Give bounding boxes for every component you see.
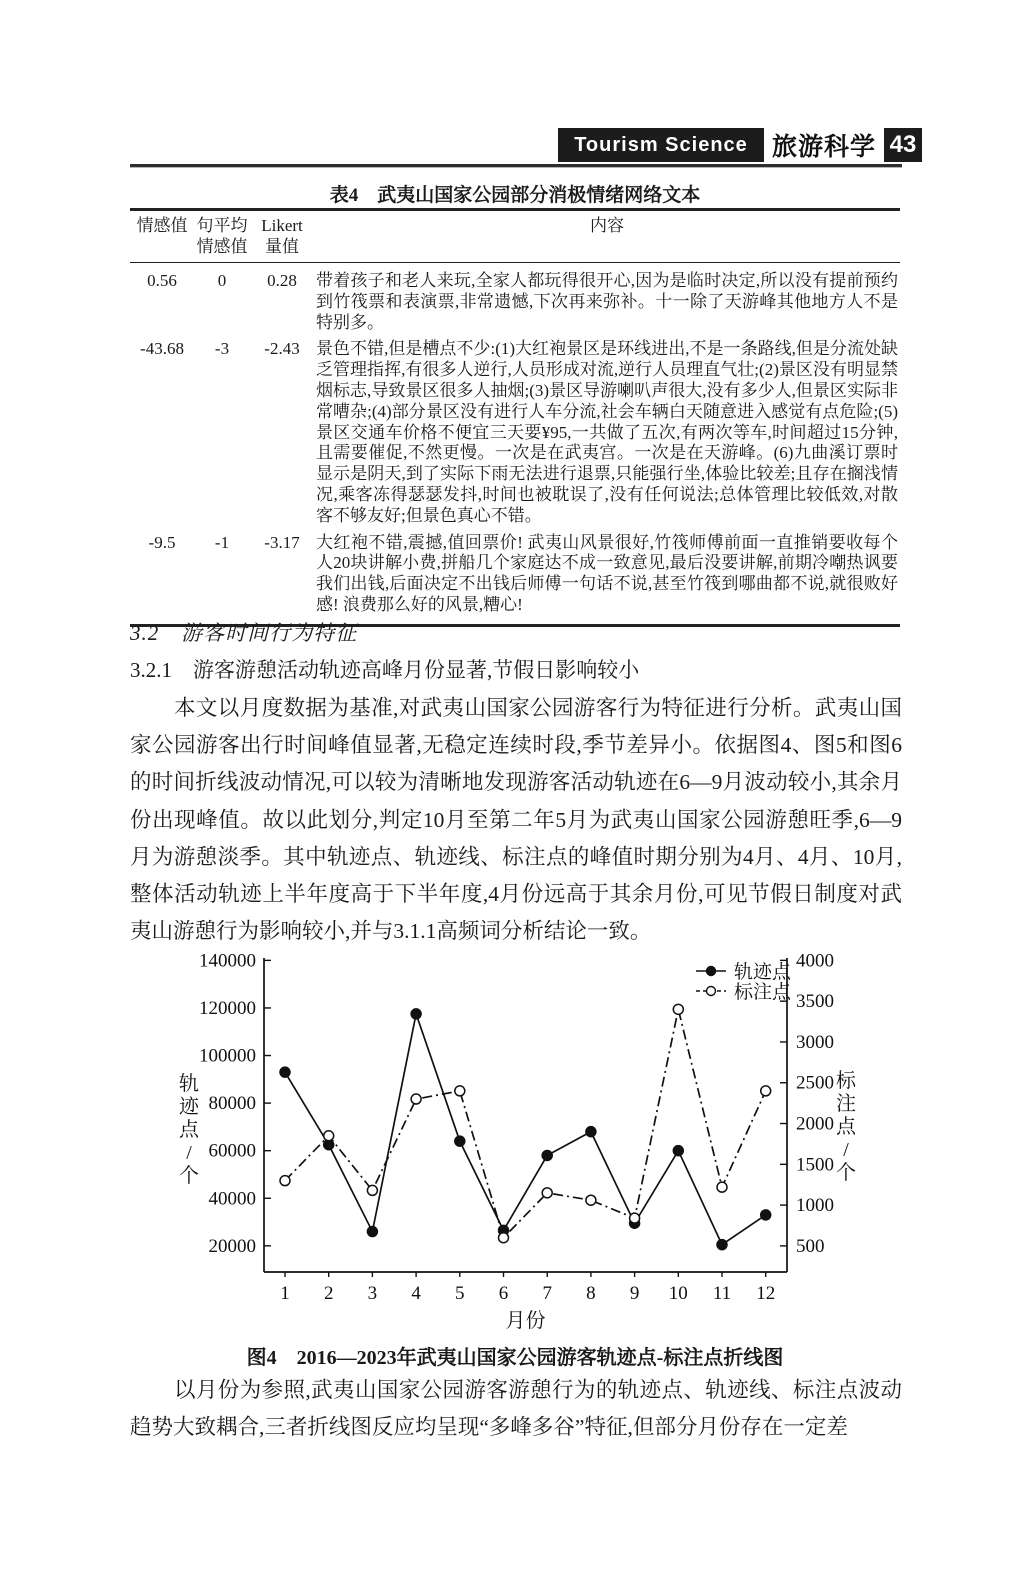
svg-text:1000: 1000 (796, 1195, 834, 1217)
cell-likert: -3.17 (264, 532, 300, 552)
col-header-content: 内容 (590, 216, 624, 235)
section-heading-3-2-1: 3.2.1 游客游憩活动轨迹高峰月份显著,节假日影响较小 (130, 658, 640, 682)
page-number-badge: 43 (884, 128, 922, 162)
table-body (130, 263, 900, 624)
table-4 (130, 208, 900, 627)
svg-text:4: 4 (411, 1283, 421, 1304)
figure4-line-chart (130, 940, 900, 1340)
right-axis-label: 个 (836, 1162, 856, 1184)
svg-text:10: 10 (668, 1283, 688, 1304)
right-axis-label: 注 (836, 1093, 856, 1115)
svg-text:4000: 4000 (796, 950, 834, 972)
svg-text:1500: 1500 (796, 1154, 834, 1176)
svg-text:100000: 100000 (199, 1045, 256, 1067)
cell-sentiment: 0.56 (147, 271, 177, 290)
paragraph-2: 以月份为参照,武夷山国家公园游客游憩行为的轨迹点、轨迹线、标注点波动趋势大致耦合,三者折线图反应均呈现“多峰多谷”特征,但部分月份存在一定差 (130, 1378, 902, 1440)
svg-text:3000: 3000 (796, 1031, 834, 1053)
col-header-sentence-avg: 句平均 情感值 (196, 216, 248, 256)
section-heading-3-2: 3.2 游客时间行为特征 (130, 621, 358, 645)
svg-text:2500: 2500 (796, 1072, 834, 1094)
svg-text:60000: 60000 (208, 1140, 256, 1162)
cell-content: 大红袍不错,震撼,值回票价! 武夷山风景很好,竹筏师傅前面一直推销要收每个人20块讲解小费,拼船几个家庭达不成一致意见,最后没要讲解,前期冷嘲热讽要我们出钱,后面决定不出钱后师傅一句话不说,甚至竹筏到哪曲都不说,就很败好感! 浪费那么好的风景,糟心! (316, 532, 898, 614)
svg-text:40000: 40000 (208, 1188, 256, 1210)
cell-sentence-avg: 0 (217, 271, 227, 290)
cell-sentence-avg: -1 (214, 532, 230, 552)
table-header-row (130, 211, 900, 263)
cell-likert: -2.43 (264, 339, 300, 359)
svg-text:11: 11 (712, 1283, 732, 1304)
cell-likert: 0.28 (267, 271, 297, 290)
cell-content: 带着孩子和老人来玩,全家人都玩得很开心,因为是临时决定,所以没有提前预约到竹筏票和表演票,非常遗憾,下次再来弥补。十一除了天游峰其他地方人不是特别多。 (316, 271, 898, 332)
svg-text:6: 6 (498, 1283, 509, 1304)
svg-text:12: 12 (756, 1283, 776, 1304)
left-axis-label: 轨 (179, 1073, 199, 1095)
svg-text:1: 1 (280, 1283, 290, 1304)
left-axis-label: 个 (179, 1165, 199, 1187)
legend-item: 标注点 (734, 982, 792, 1003)
svg-text:500: 500 (796, 1235, 825, 1257)
figure4-container (130, 940, 900, 1340)
right-axis-label: 点 (836, 1116, 856, 1138)
cell-sentence-avg: -3 (214, 339, 230, 359)
journal-name-cn: 旅游科学 (764, 128, 884, 162)
cell-sentiment: -43.68 (140, 339, 184, 359)
legend-item: 轨迹点 (734, 962, 792, 983)
table-row (130, 265, 900, 333)
svg-text:20000: 20000 (208, 1235, 256, 1257)
x-axis-label: 月份 (505, 1310, 546, 1332)
cell-content: 景色不错,但是槽点不少:(1)大红袍景区是环线进出,不是一条路线,但是分流处缺乏管理指挥,有很多人逆行,人员形成对流,逆行人员理直气壮;(2)景区没有明显禁烟标志,导致景区很多人抽烟;(3)景区导游喇叭声很大,没有多少人,但景区实际非常嘈杂;(4)部分景区没有进行人车分流,社会车辆白天随意进入感觉有点危险;(5)景区交通车价格不便宜三天要¥95,一共做了五次,有两次等车,时间超过15分钟,且需要催促,不然更慢。一次是在武夷宫。一次是在天游峰。(6)九曲溪订票时显示是阴天,到了实际下雨无法进行退票,只能强行坐,体验比较差;且存在搁浅情况,乘客冻得瑟瑟发抖,时间也被耽误了,没有任何说法;总体管理比较低效,对散客不够友好;但景色真心不错。 (316, 339, 898, 525)
journal-header (558, 128, 922, 162)
table-row (130, 527, 900, 616)
svg-text:140000: 140000 (199, 950, 256, 972)
svg-text:7: 7 (542, 1283, 552, 1304)
svg-text:120000: 120000 (199, 997, 256, 1019)
left-axis-label: 点 (179, 1119, 199, 1141)
col-header-likert: Likert 量值 (261, 216, 303, 256)
header-rule (130, 164, 902, 168)
svg-text:3500: 3500 (796, 991, 834, 1013)
svg-text:3: 3 (367, 1283, 378, 1304)
svg-text:2: 2 (323, 1283, 334, 1304)
right-axis-label: 标 (836, 1070, 856, 1092)
figure4-caption: 图4 2016—2023年武夷山国家公园游客轨迹点-标注点折线图 (246, 1347, 784, 1369)
svg-text:5: 5 (455, 1283, 465, 1304)
left-axis-label: / (186, 1142, 192, 1164)
svg-text:80000: 80000 (208, 1093, 256, 1115)
journal-name-en: Tourism Science (558, 128, 764, 162)
left-axis-label: 迹 (179, 1096, 199, 1118)
svg-text:8: 8 (586, 1283, 596, 1304)
col-header-sentiment: 情感值 (136, 216, 188, 235)
cell-sentiment: -9.5 (148, 532, 176, 552)
table-title: 表4 武夷山国家公园部分消极情绪网络文本 (329, 185, 701, 206)
svg-text:2000: 2000 (796, 1113, 834, 1135)
paragraph-1: 本文以月度数据为基准,对武夷山国家公园游客行为特征进行分析。武夷山国家公园游客出行时间峰值显著,无稳定连续时段,季节差异小。依据图4、图5和图6的时间折线波动情况,可以较为清晰地发现游客活动轨迹在6—9月波动较小,其余月份出现峰值。故以此划分,判定10月至第二年5月为武夷山国家公园游憩旺季,6—9月为游憩淡季。其中轨迹点、轨迹线、标注点的峰值时期分别为4月、4月、10月,整体活动轨迹上半年度高于下半年度,4月份远高于其余月份,可见节假日制度对武夷山游憩行为影响较小,并与3.1.1高频词分析结论一致。 (130, 696, 902, 944)
table-row (130, 333, 900, 526)
right-axis-label: / (843, 1139, 849, 1161)
svg-text:9: 9 (629, 1283, 640, 1304)
